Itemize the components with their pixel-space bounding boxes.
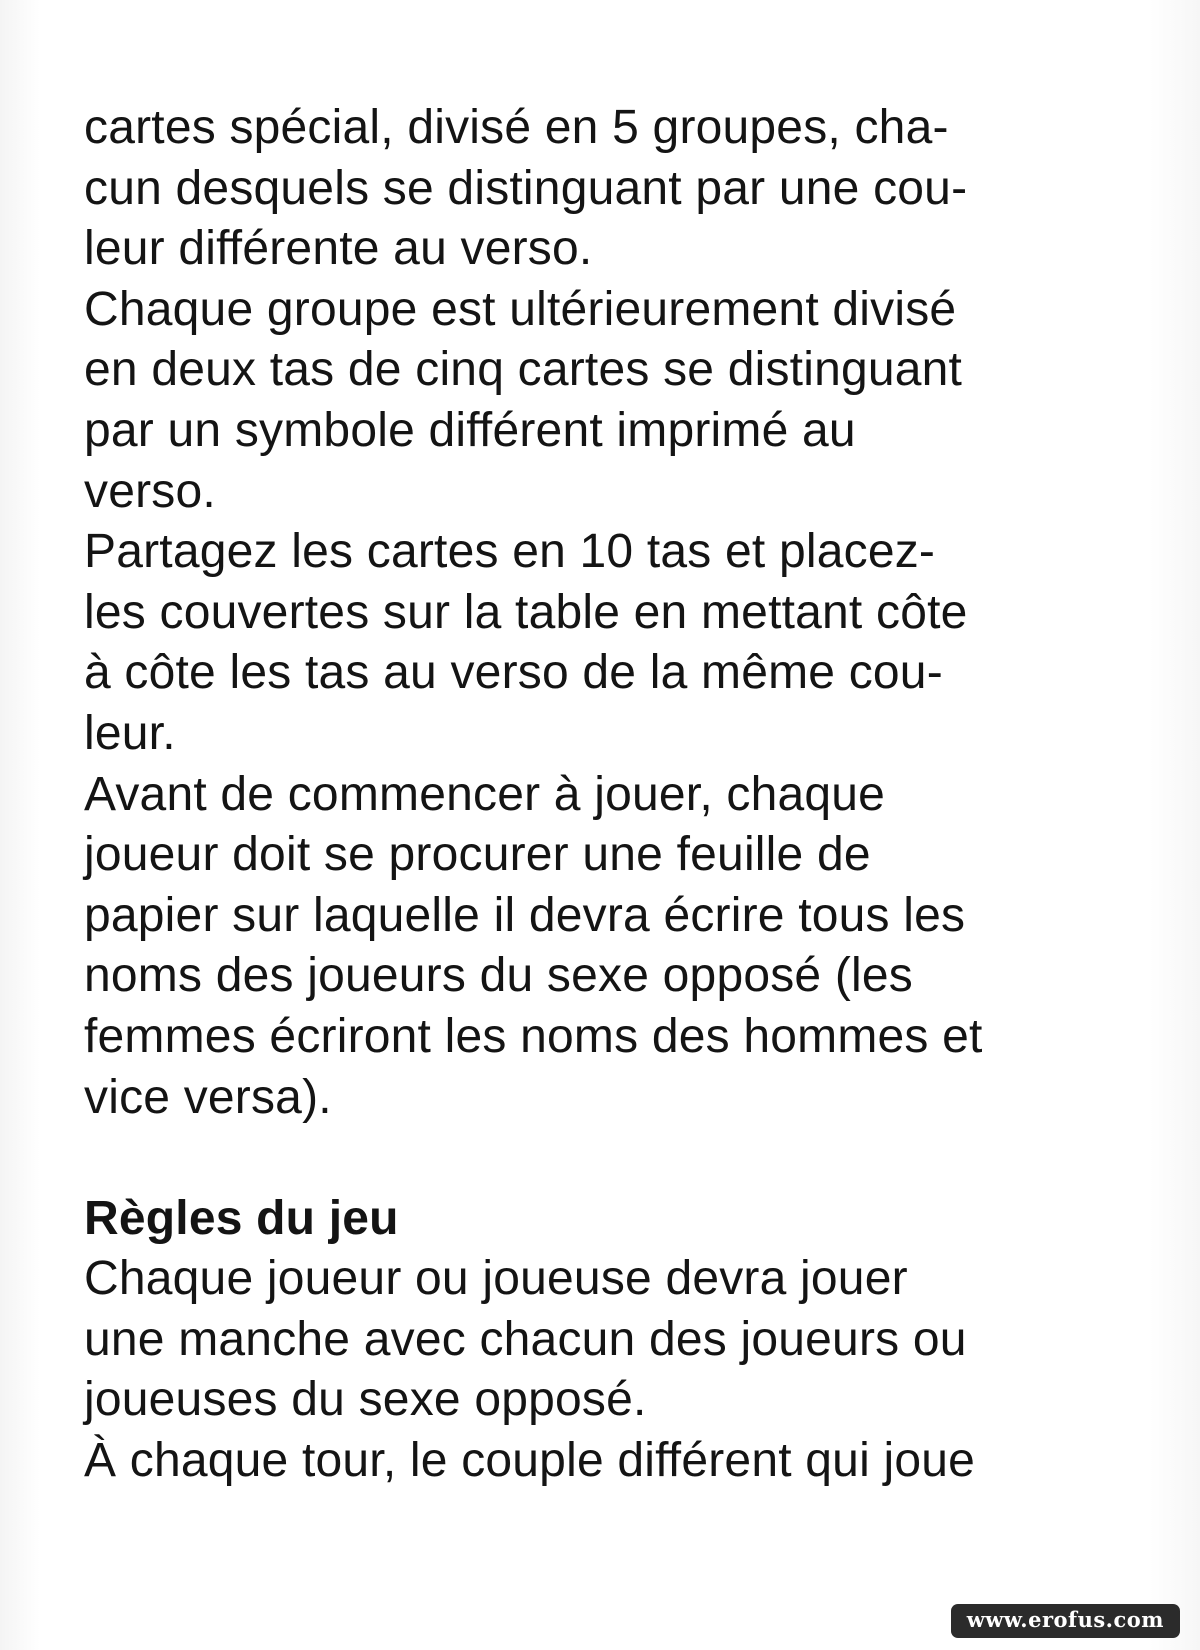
- text-line: leur.: [84, 706, 176, 760]
- text-line: Partagez les cartes en 10 tas et placez-: [84, 525, 936, 579]
- text-line: papier sur laquelle il devra écrire tous les: [84, 888, 966, 942]
- text-line: noms des joueurs du sexe opposé (les: [84, 949, 914, 1003]
- text-line: par un symbole différent imprimé au: [84, 403, 856, 457]
- paragraph-spacer: [84, 1128, 1144, 1189]
- section-heading-rules: Règles du jeu: [84, 1191, 399, 1245]
- text-line: cun desquels se distinguant par une cou-: [84, 161, 968, 215]
- text-line: femmes écriront les noms des hommes et: [84, 1009, 983, 1063]
- paragraph-card-groups: [84, 98, 1144, 280]
- text-line: joueuses du sexe opposé.: [84, 1373, 647, 1427]
- paragraph-rules-rounds: [84, 1249, 1144, 1431]
- text-line: les couvertes sur la table en mettant côte: [84, 585, 968, 639]
- text-line: vice versa).: [84, 1070, 332, 1124]
- text-line: Chaque groupe est ultérieurement divisé: [84, 282, 957, 336]
- text-line: Avant de commencer à jouer, chaque: [84, 767, 886, 821]
- text-line: joueur doit se procurer une feuille de: [84, 828, 871, 882]
- document-body: [84, 98, 1144, 1492]
- paragraph-group-division: [84, 280, 1144, 522]
- paragraph-piles-setup: [84, 522, 1144, 764]
- text-line: cartes spécial, divisé en 5 groupes, cha-: [84, 101, 949, 154]
- paragraph-paper-sheet: [84, 765, 1144, 1129]
- paragraph-rules-turn: [84, 1431, 1144, 1492]
- text-line: en deux tas de cinq cartes se distinguant: [84, 343, 963, 397]
- text-line: une manche avec chacun des joueurs ou: [84, 1312, 967, 1366]
- text-line: Chaque joueur ou joueuse devra jouer: [84, 1252, 908, 1306]
- text-line: verso.: [84, 464, 216, 518]
- text-line: À chaque tour, le couple différent qui joue: [84, 1434, 976, 1488]
- text-line: leur différente au verso.: [84, 222, 593, 276]
- text-line: à côte les tas au verso de la même cou-: [84, 646, 943, 700]
- site-watermark: www.erofus.com: [951, 1604, 1180, 1638]
